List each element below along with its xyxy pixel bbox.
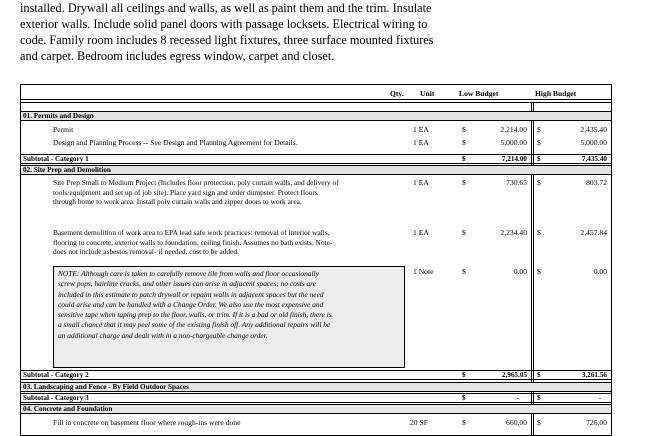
currency-symbol: $ (537, 267, 541, 276)
intro-paragraph (20, 0, 500, 64)
low-budget-subtotal: - (516, 394, 519, 402)
subtotal-row-2 (21, 370, 611, 380)
row-description: Fill in concrete on basement floor where rough-ins were done (53, 418, 241, 427)
low-budget-value: 5,000.00 (500, 138, 527, 147)
note-line: NOTE: Although care is taken to carefully remove tile from walls and floor occasionally (58, 269, 319, 278)
description-line: through home to work area. Install poly curtain walls and zipper doors to work area. (53, 197, 302, 207)
header-unit: Unit (420, 89, 435, 98)
currency-symbol: $ (537, 418, 541, 427)
description-line: does not include asbestos removal- if needed, cost to be added. (53, 247, 239, 257)
high-budget-subtotal: - (598, 394, 601, 402)
intro-line: code. Family room includes 8 recessed light fixtures, three surface mounted fixtures (20, 33, 434, 47)
subtotal-label: Subtotal - Category 3 (23, 394, 89, 402)
category-header-4: 04. Concrete and Foundation (21, 404, 611, 414)
currency-symbol: $ (462, 125, 466, 134)
low-budget-value: 730.65 (506, 178, 527, 187)
row-qty: 1 Note (413, 267, 434, 276)
row-qty: 20 SF (410, 418, 428, 427)
description-line: Site Prep Small to Medium Project (Includes floor protection, poly curtain walls, and delivery of (53, 178, 339, 187)
category-header-1: 01. Permits and Design (21, 111, 611, 121)
low-budget-value: 0.00 (513, 267, 527, 276)
budget-table (20, 84, 612, 436)
low-budget-value: 2,214.00 (500, 125, 527, 134)
row-description: Design and Planning Process -- See Design and Planning Agreement for Details. (53, 138, 298, 147)
row-qty: 1 EA (413, 125, 429, 134)
low-budget-value: 660.00 (506, 418, 527, 427)
subtotal-row-1 (21, 154, 611, 164)
description-line: Basement demolition of work area to EPA lead safe work practices: removal of interior walls, (53, 228, 330, 237)
currency-symbol: $ (537, 138, 541, 147)
row-design (21, 138, 611, 148)
intro-line: installed. Drywall all ceilings and walls, as well as paint them and the trim. Insulate (20, 1, 432, 15)
high-budget-subtotal: 7,435.40 (581, 155, 607, 163)
category-header-3: 03. Landscaping and Fence - By Field Outdoor Spaces (21, 382, 611, 392)
high-budget-value: 803.72 (586, 178, 607, 187)
currency-symbol: $ (537, 125, 541, 134)
row-note-values (21, 267, 611, 277)
row-permit (21, 125, 611, 135)
currency-symbol: $ (462, 178, 466, 187)
description-line: tools/equipment and set up of job site). Place yard sign and order dumpster. Protect floors (53, 187, 318, 197)
subtotal-label: Subtotal - Category 1 (23, 155, 89, 163)
header-rule (21, 99, 611, 100)
high-budget-value: 2,457.84 (580, 228, 607, 237)
row-concrete (21, 418, 611, 428)
low-budget-subtotal: 2,965.05 (501, 371, 527, 379)
note-line: sensitive tape when taping prep to the floor, walls, or trim. If it is a bad or old finish, there is (58, 310, 332, 320)
note-box (53, 266, 405, 368)
note-line: could arise and can be handled with a Change Order. We also use the most expensive and (58, 299, 324, 309)
header-low-budget: Low Budget (459, 89, 499, 98)
currency-symbol: $ (462, 371, 466, 379)
currency-symbol: $ (462, 155, 466, 163)
description-line: flooring to concrete, exterior walls to foundation, ceiling finish. Assumes no bath exists. Note- (53, 237, 333, 247)
category-header-2: 02. Site Prep and Demolition (21, 165, 611, 175)
row-demolition (21, 228, 611, 258)
header-high-budget: High Budget (535, 89, 577, 98)
header-qty: Qty. (390, 89, 404, 98)
currency-symbol: $ (537, 228, 541, 237)
high-budget-value: 2,435.40 (580, 125, 607, 134)
subtotal-label: Subtotal - Category 2 (23, 371, 89, 379)
intro-line: exterior walls. Include solid panel doors with passage locksets. Electrical wiring to (20, 17, 428, 31)
note-line: an additional charge and dealt with in a non-chargeable change order. (58, 330, 268, 340)
header-rule (21, 102, 611, 103)
currency-symbol: $ (462, 418, 466, 427)
currency-symbol: $ (537, 371, 541, 379)
note-line: included in this estimate to patch drywall or repaint walls in adjacent spaces but the need (58, 289, 324, 299)
row-qty: 1 EA (413, 178, 429, 187)
row-description (53, 178, 393, 207)
high-budget-subtotal: 3,261.56 (581, 371, 607, 379)
intro-line: and carpet. Bedroom includes egress window, carpet and closet. (20, 49, 335, 63)
currency-symbol: $ (537, 394, 541, 402)
currency-symbol: $ (462, 267, 466, 276)
note-line: screw pops, hairline cracks, and other issues can arise in adjacent spaces; no costs are (58, 279, 317, 289)
subtotal-row-3 (21, 393, 611, 403)
currency-symbol: $ (537, 155, 541, 163)
high-budget-value: 0.00 (593, 267, 607, 276)
row-site-prep (21, 178, 611, 208)
row-description (53, 228, 393, 257)
low-budget-value: 2,234.40 (500, 228, 527, 237)
currency-symbol: $ (462, 394, 466, 402)
row-qty: 1 EA (413, 228, 429, 237)
row-qty: 1 EA (413, 138, 429, 147)
currency-symbol: $ (462, 228, 466, 237)
currency-symbol: $ (537, 178, 541, 187)
currency-symbol: $ (462, 138, 466, 147)
high-budget-value: 5,000.00 (580, 138, 607, 147)
high-budget-value: 726.00 (586, 418, 607, 427)
row-description: Permit (53, 125, 74, 134)
low-budget-subtotal: 7,214.00 (501, 155, 527, 163)
note-line: a small chance that it may peel some of the existing finish off. Any additional repairs will be (58, 320, 331, 330)
